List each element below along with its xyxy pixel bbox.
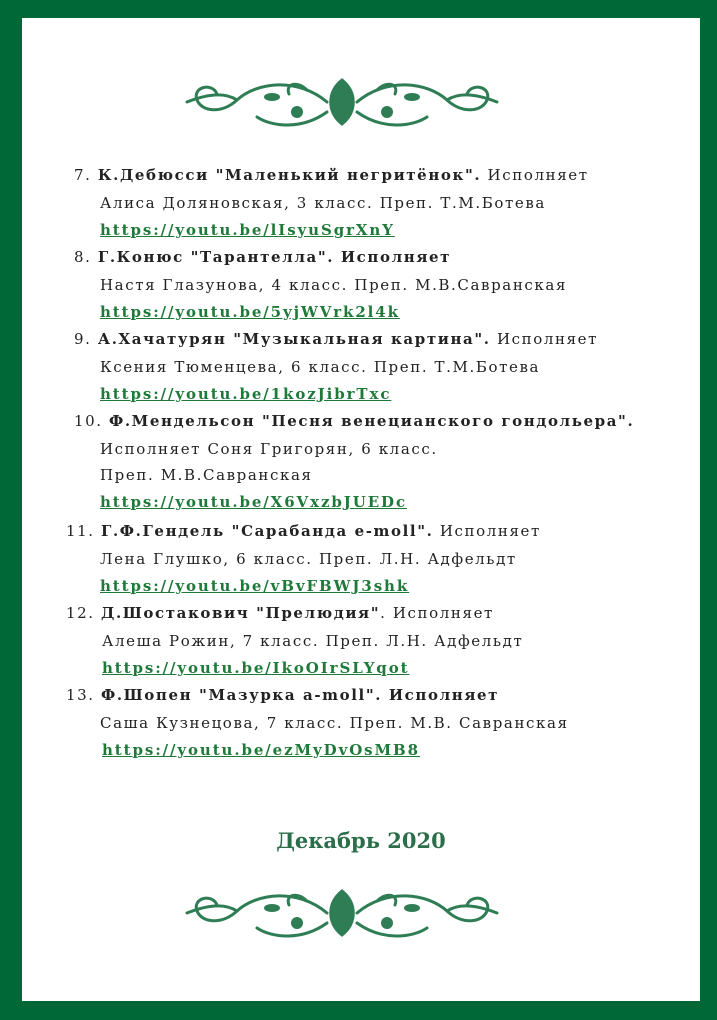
- item-title: Г.Ф.Гендель "Сарабанда e-moll".: [101, 522, 434, 540]
- item-number: 11.: [66, 522, 95, 540]
- item-details-extra: Преп. М.В.Савранская: [100, 466, 313, 484]
- item-details: Алиса Доляновская, 3 класс. Преп. Т.М.Ботева: [100, 194, 546, 212]
- page-sheet: [22, 18, 700, 1001]
- item-performer-label: Исполняет: [481, 166, 589, 184]
- item-details: Саша Кузнецова, 7 класс. Преп. М.В. Савранская: [100, 714, 569, 732]
- item-performer-label: Исполняет: [433, 522, 541, 540]
- item-number: 12.: [66, 604, 95, 622]
- item-details: Ксения Тюменцева, 6 класс. Преп. Т.М.Ботева: [100, 358, 541, 376]
- item-link[interactable]: https://youtu.be/1kozJibrTxc: [100, 385, 392, 403]
- item-number: 9.: [74, 330, 92, 348]
- item-details: Лена Глушко, 6 класс. Преп. Л.Н. Адфельдт: [100, 550, 517, 568]
- item-performer-label: Исполняет: [490, 330, 599, 348]
- item-title: Ф.Мендельсон "Песня венецианского гондольера".: [109, 412, 635, 430]
- item-title: К.Дебюсси "Маленький негритёнок".: [97, 166, 482, 184]
- item-number: 7.: [74, 166, 92, 184]
- item-title: Д.Шостакович "Прелюдия": [101, 604, 381, 622]
- item-details: Исполняет Соня Григорян, 6 класс.: [100, 440, 438, 458]
- item-details: Алеша Рожин, 7 класс. Преп. Л.Н. Адфельдт: [102, 632, 524, 650]
- item-link[interactable]: https://youtu.be/ezMyDvOsMB8: [102, 741, 420, 759]
- item-link[interactable]: https://youtu.be/5yjWVrk2l4k: [100, 303, 400, 321]
- bottom-ornament-icon: [177, 883, 507, 945]
- footer-date: Декабрь 2020: [276, 828, 446, 853]
- top-ornament-icon: [177, 72, 507, 134]
- item-title: Ф.Шопен "Мазурка a-moll". Исполняет: [101, 686, 500, 704]
- item-performer-label: . Исполняет: [380, 604, 494, 622]
- item-details: Настя Глазунова, 4 класс. Преп. М.В.Савранская: [100, 276, 568, 294]
- item-title: Г.Конюс "Тарантелла". Исполняет: [97, 248, 452, 266]
- item-number: 10.: [74, 412, 103, 430]
- item-link[interactable]: https://youtu.be/IkoOIrSLYqot: [102, 659, 410, 677]
- item-number: 13.: [66, 686, 95, 704]
- item-link[interactable]: https://youtu.be/X6VxzbJUEDc: [100, 493, 407, 511]
- item-title: А.Хачатурян "Музыкальная картина".: [97, 330, 491, 348]
- item-link[interactable]: https://youtu.be/lIsyuSgrXnY: [100, 221, 395, 239]
- item-link[interactable]: https://youtu.be/vBvFBWJ3shk: [100, 577, 410, 595]
- item-number: 8.: [74, 248, 92, 266]
